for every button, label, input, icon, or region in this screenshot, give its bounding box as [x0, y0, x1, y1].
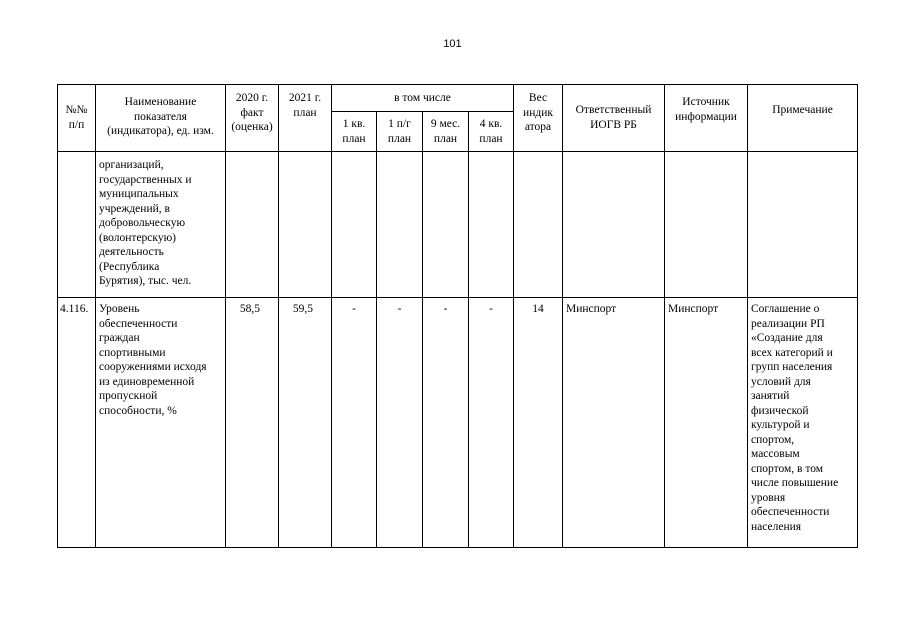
cell-m9 [423, 152, 469, 298]
header-name: Наименование показателя (индикатора), ед. изм. [96, 85, 226, 152]
header-source: Источник информации [665, 85, 748, 152]
header-note: Примечание [748, 85, 858, 152]
header-num: №№ п/п [58, 85, 96, 152]
cell-plan-2021: 59,5 [279, 298, 332, 548]
cell-q1: - [332, 298, 377, 548]
cell-num [58, 152, 96, 298]
cell-q1 [332, 152, 377, 298]
cell-q4 [469, 152, 514, 298]
header-q4: 4 кв. план [469, 112, 514, 152]
cell-weight [514, 152, 563, 298]
cell-note: Соглашение о реализации РП «Создание для всех категорий и групп населения условий для занятий физической культурой и спортом, массовым спортом, в том числе повышение уровня обеспеченности населения [748, 298, 858, 548]
table-row [58, 152, 858, 298]
cell-responsible [563, 152, 665, 298]
cell-source [665, 152, 748, 298]
header-h1: 1 п/г план [377, 112, 423, 152]
cell-num: 4.116. [58, 298, 96, 548]
header-q1: 1 кв. план [332, 112, 377, 152]
header-plan-2021: 2021 г. план [279, 85, 332, 152]
page-number: 101 [443, 38, 462, 50]
header-weight: Вес индик атора [514, 85, 563, 152]
cell-q4: - [469, 298, 514, 548]
cell-fact-2020 [226, 152, 279, 298]
cell-name: Уровень обеспеченности граждан спортивными сооружениями исходя из единовременной пропускной способности, % [96, 298, 226, 548]
cell-name: организаций, государственных и муниципальных учреждений, в добровольческую (волонтерскую) деятельность (Республика Бурятия), тыс. чел. [96, 152, 226, 298]
indicators-table [57, 84, 858, 548]
cell-responsible: Минспорт [563, 298, 665, 548]
cell-h1 [377, 152, 423, 298]
cell-plan-2021 [279, 152, 332, 298]
cell-m9: - [423, 298, 469, 548]
header-row-top [58, 85, 858, 112]
table-row [58, 298, 858, 548]
cell-note [748, 152, 858, 298]
cell-weight: 14 [514, 298, 563, 548]
header-responsible: Ответственный ИОГВ РБ [563, 85, 665, 152]
cell-fact-2020: 58,5 [226, 298, 279, 548]
cell-h1: - [377, 298, 423, 548]
header-including: в том числе [332, 85, 514, 112]
cell-source: Минспорт [665, 298, 748, 548]
header-m9: 9 мес. план [423, 112, 469, 152]
header-fact-2020: 2020 г. факт (оценка) [226, 85, 279, 152]
